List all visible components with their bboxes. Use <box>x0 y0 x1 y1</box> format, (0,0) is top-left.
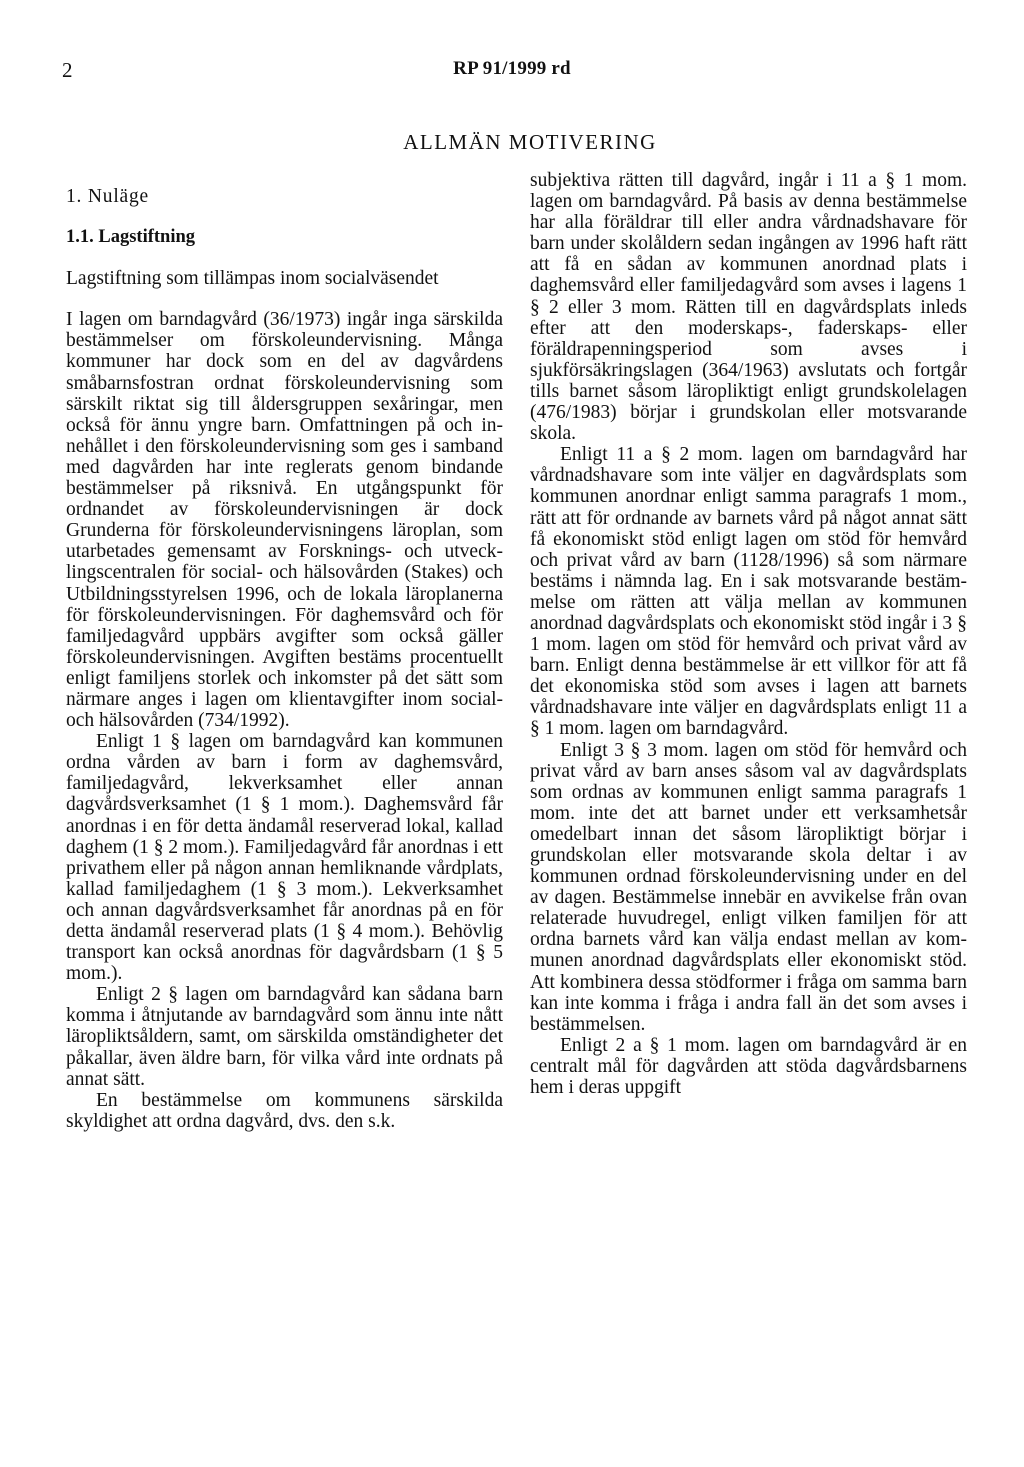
right-column <box>530 170 967 1098</box>
section-heading: 1. Nuläge <box>66 186 150 207</box>
paragraph: Enligt 2 § lagen om barndagvård kan sådana barn komma i åtnjutande av barndagvård som ännu inte nått läropliktsåldern, samt, om särskilda omständigheter det påkallar, även äldre barn, för vilka vård inte ordnats på annat sätt. <box>66 984 503 1090</box>
paragraph: Enligt 11 a § 2 mom. lagen om barndagvård har vårdnadshavare som inte väljer en dagvårdsplats som kommunen anordnar enligt samma paragrafs 1 mom., rätt att för ordnande av barnets vård på något annat sätt få ekonomiskt stöd enligt lagen om stöd för hemvård och privat vård av barn (1128/1996) så som närmare bestäms i nämnda lag. En i sak motsvarande bestämmelse om rätten att välja mellan av kommunen anordnad dagvårdsplats och ekonomiskt stöd ingår i 3 § 1 mom. lagen om stöd för hemvård och privat vård av barn. Enligt denna bestämmelse är ett villkor för att få det ekonomiska stöd som avses i lagen att barnets vårdnadshavare inte väljer en dagvårdsplats enligt 11 a § 1 mom. lagen om barndagvård. <box>530 444 967 740</box>
left-column <box>66 170 503 1132</box>
paragraph: I lagen om barndagvård (36/1973) ingår inga särskilda bestämmelser om förskoleundervisning. Många kommuner har dock som en del av dagvårdens småbarnsfostran ordnat förskoleundervisning som särskilt riktat sig till åldersgruppen sexåringar, men också för ännu yngre barn. Omfattningen på och innehållet i den förskoleundervisning som ges i samband med dagvården har inte reglerats genom bindande bestämmelser på riksnivå. En utgångspunkt för ordnandet av förskoleundervisningen är dock Grunderna för förskoleundervisningens läroplan, som utarbetades gemensamt av Forsknings- och utvecklingscentralen för social- och hälsovården (Stakes) och Utbildningsstyrelsen 1996, och de lokala läroplanerna för förskoleundervisningen. För daghemsvård och för familjedagvård uppbärs avgifter som också gäller förskoleundervisningen. Avgiften bestäms procentuellt enligt familjens storlek och inkomster på det sätt som närmare anges i lagen om klientavgifter inom social- och hälsovården (734/1992). <box>66 309 503 732</box>
running-head: RP 91/1999 rd <box>453 58 571 79</box>
paragraph: En bestämmelse om kommunens särskilda skyldighet att ordna dagvård, dvs. den s.k. <box>66 1089 503 1132</box>
paragraph: Enligt 3 § 3 mom. lagen om stöd för hemvård och privat vård av barn anses såsom val av dagvårdsplats som ordnas av kommunen enligt samma paragrafs 1 mom. inte det att barnet under ett verksamhetsår omedelbart innan det såsom läropliktigt börjar i grundskolan eller motsvarande skola deltar i av kommunen ordnad förskoleundervisning under en del av dagen. Bestämmelse innebär en avvikelse från ovan relaterade huvudregel, enligt vilken familjen för att ordna barnets vård kan välja endast mellan av kommunen anordnad dagvårdsplats eller ekonomiskt stöd. Att kombinera dessa stödformer i fråga om samma barn kan inte komma i fråga i andra fall än det som avses i bestämmelsen. <box>530 739 967 1035</box>
subsection-heading: 1.1. Lagstiftning <box>66 227 196 248</box>
paragraph: Enligt 1 § lagen om barndagvård kan kommunen ordna vården av barn i form av daghemsvård, familjedagvård, lekverksamhet eller annan dagvårdsverksamhet (1 § 1 mom.). Daghemsvård får anordnas i en för detta ändamål reserverad lokal, kallad daghem (1 § 2 mom.). Familjedagvård får anordnas i ett privathem eller på någon annan hemliknande vårdplats, kallad familjedaghem (1 § 3 mom.). Lekverksamhet och annan dagvårdsverksamhet får anordnas på en för detta ändamål reserverad plats (1 § 4 mom.). Behövlig transport kan också anordnas för dagvårdsbarn (1 § 5 mom.). <box>66 731 503 985</box>
paragraph: Enligt 2 a § 1 mom. lagen om barndagvård är en centralt mål för dagvården att stöda dagvårdsbarnens hem i deras uppgift <box>530 1034 967 1099</box>
paragraph: subjektiva rätten till dagvård, ingår i 11 a § 1 mom. lagen om barndagvård. På basis av denna bestämmelse har alla föräldrar till eller andra vårdnadshavare för barn under skolåldern sedan ingången av 1996 haft rätt att få en sådan av kommunen anordnad plats i daghemsvård eller familjedagvård som avses i lagens 1 § 2 eller 3 mom. Rätten till en dagvårdsplats inleds efter att den moderskaps-, faderskaps- eller föräldrapenningsperiod som avses i sjukförsäkringslagen (364/1963) avslutats och fortgår tills barnet såsom läropliktigt enligt grundskolelagen (476/1983) börjar i grundskolan eller motsvarande skola. <box>530 170 967 445</box>
page-title: ALLMÄN MOTIVERING <box>403 130 657 154</box>
subsub-heading: Lagstiftning som tillämpas inom socialväsendet <box>66 268 439 290</box>
page-number: 2 <box>62 58 73 82</box>
